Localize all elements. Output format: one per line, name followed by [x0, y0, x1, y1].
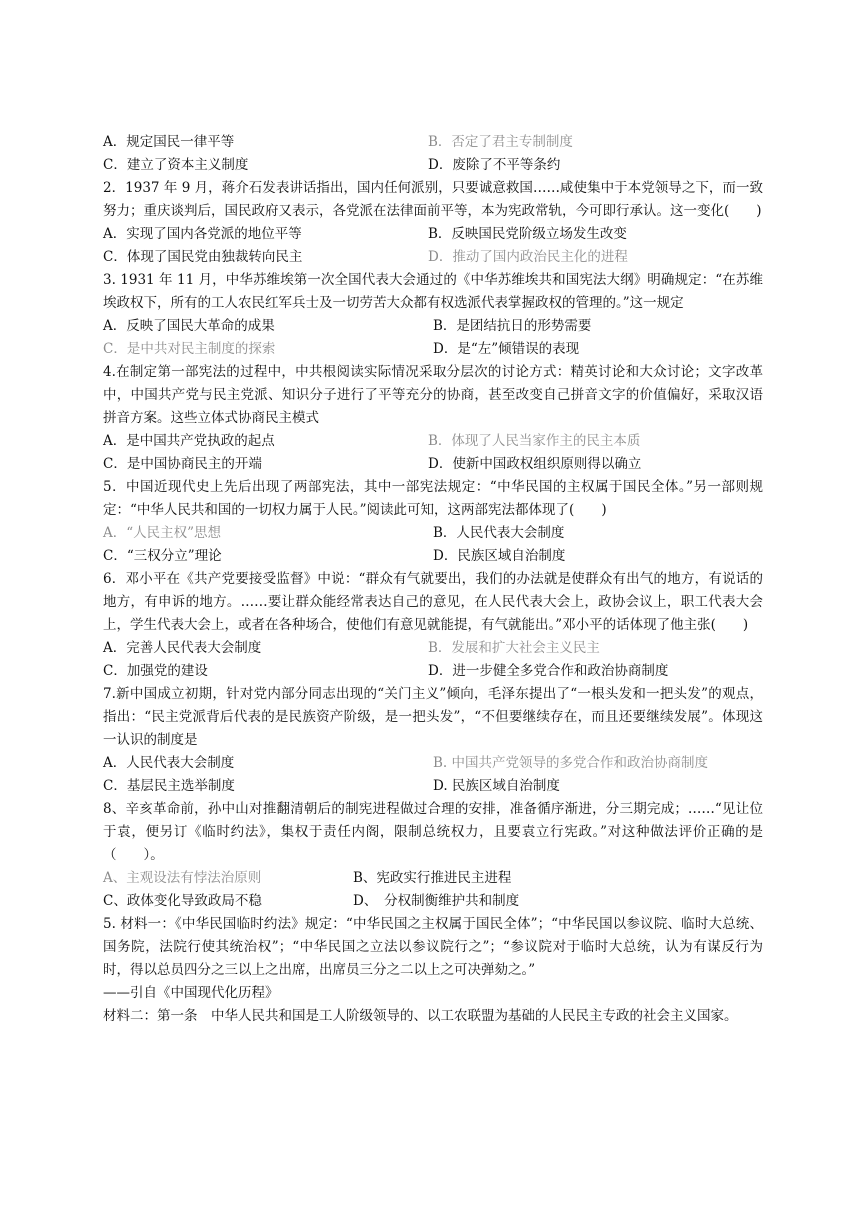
- q3-option-d: D．是“左”倾错误的表现: [433, 341, 580, 357]
- q8-option-b: B、宪政实行推进民主进程: [353, 870, 512, 886]
- q2-option-b: B．反映国民党阶级立场发生改变: [428, 226, 627, 242]
- q4-option-b: B．体现了人民当家作主的民主本质: [428, 433, 641, 449]
- q6-options-row-2: [103, 660, 763, 683]
- exam-page: [103, 131, 763, 1028]
- q6-option-a: A．完善人民代表大会制度: [103, 640, 262, 656]
- q4-option-c: C．是中国协商民主的开端: [103, 456, 262, 472]
- q1-option-a: A．规定国民一律平等: [103, 134, 235, 150]
- q2-option-d: D．推动了国内政治民主化的进程: [428, 249, 628, 265]
- q3-options-row-1: [103, 315, 763, 338]
- material-source: ——引自《中国现代化历程》: [103, 985, 279, 1001]
- q5-option-c: C．“三权分立”理论: [103, 548, 222, 564]
- q6-options-row-1: [103, 637, 763, 660]
- q1-option-c: C．建立了资本主义制度: [103, 157, 249, 173]
- q2-options-row-2: [103, 246, 763, 269]
- q3-options-row-2: [103, 338, 763, 361]
- q3-stem: 3. 1931 年 11 月，中华苏维埃第一次全国代表大会通过的《中华苏维埃共和国宪法大纲》明确规定：“在苏维埃政权下，所有的工人农民红军兵士及一切劳苦大众都有权选派代表掌握政权的管理的。”这一规定: [103, 272, 763, 311]
- q7-option-d: D. 民族区域自治制度: [433, 778, 560, 794]
- q8-option-d: D、 分权制衡维护共和制度: [353, 893, 520, 909]
- q6-option-d: D．进一步健全多党合作和政治协商制度: [428, 663, 669, 679]
- material-two: 材料二：第一条 中华人民共和国是工人阶级领导的、以工农联盟为基础的人民民主专政的社会主义国家。: [103, 1008, 738, 1024]
- q6-option-c: C．加强党的建设: [103, 663, 208, 679]
- q8-stem: 8、辛亥革命前，孙中山对推翻清朝后的制宪进程做过合理的安排，准备循序渐进，分三期完成；……“见让位于袁，便另订《临时约法》，集权于责任内阁，限制总统权力，且要袁立行宪政。”对这种做法评价正确的是（ ）。: [103, 801, 763, 863]
- q8-option-c: C、政体变化导致政局不稳: [103, 893, 262, 909]
- q5-options-row-2: [103, 545, 763, 568]
- q2-options-row-1: [103, 223, 763, 246]
- q5-options-row-1: [103, 522, 763, 545]
- material-one: 5. 材料一：《中华民国临时约法》规定：“中华民国之主权属于国民全体”；“中华民国以参议院、临时大总统、国务院，法院行使其统治权”；“中华民国之立法以参议院行之”；“参议院对于临时大总统，认为有谋反行为时，得以总员四分之三以上之出席，出席员三分之二以上之可决弹劾之。”: [103, 916, 763, 978]
- q5-option-b: B．人民代表大会制度: [433, 525, 565, 541]
- q5-option-d: D．民族区域自治制度: [433, 548, 566, 564]
- q4-options-row-1: [103, 430, 763, 453]
- q8-options-row-1: [103, 867, 763, 890]
- q7-option-a: A．人民代表大会制度: [103, 755, 235, 771]
- q7-options-row-2: [103, 775, 763, 798]
- q3-option-b: B．是团结抗日的形势需要: [433, 318, 592, 334]
- q8-options-row-2: [103, 890, 763, 913]
- q8-option-a: A、主观设法有悖法治原则: [103, 870, 262, 886]
- q1-option-b: B．否定了君主专制制度: [428, 134, 573, 150]
- q4-stem: 4.在制定第一部宪法的过程中，中共根阅读实际情况采取分层次的讨论方式：精英讨论和大众讨论；文字改革中，中国共产党与民主党派、知识分子进行了平等充分的协商，甚至改变自己拼音文字的价值偏好，采取汉语拼音方案。这些立体式协商民主模式: [103, 364, 763, 426]
- q5-stem: 5．中国近现代史上先后出现了两部宪法，其中一部宪法规定：“中华民国的主权属于国民全体。”另一部则规定：“中华人民共和国的一切权力属于人民。”阅读此可知，这两部宪法都体现了( ): [103, 479, 763, 518]
- q6-option-b: B．发展和扩大社会主义民主: [428, 640, 600, 656]
- q7-option-c: C．基层民主选举制度: [103, 778, 235, 794]
- q3-option-a: A．反映了国民大革命的成果: [103, 318, 275, 334]
- q4-option-a: A．是中国共产党执政的起点: [103, 433, 275, 449]
- q5-option-a: A．“人民主权”思想: [103, 525, 222, 541]
- q1-options-row-2: [103, 154, 763, 177]
- q7-options-row-1: [103, 752, 763, 775]
- q2-stem: 2．1937 年 9 月，蒋介石发表讲话指出，国内任何派别，只要诚意救国……咸使集中于本党领导之下，而一致努力；重庆谈判后，国民政府又表示，各党派在法律面前平等，本为宪政常轨，今可即行承认。这一变化( ): [103, 180, 763, 219]
- q1-option-d: D．废除了不平等条约: [428, 157, 561, 173]
- q7-stem: 7.新中国成立初期，针对党内部分同志出现的“关门主义”倾向，毛泽东提出了“一根头发和一把头发”的观点，指出：“民主党派背后代表的是民族资产阶级，是一把头发”，“不但要继续存在，而且还要继续发展”。体现这一认识的制度是: [103, 686, 763, 748]
- q4-option-d: D．使新中国政权组织原则得以确立: [428, 456, 642, 472]
- q1-options-row-1: [103, 131, 763, 154]
- q2-option-a: A．实现了国内各党派的地位平等: [103, 226, 302, 242]
- q6-stem: 6．邓小平在《共产党要接受监督》中说：“群众有气就要出，我们的办法就是使群众有出气的地方，有说话的地方，有申诉的地方。……要让群众能经常表达自己的意见，在人民代表大会上，政协会议上，职工代表大会上，学生代表大会上，或者在各种场合，使他们有意见就能提，有气就能出。”邓小平的话体现了他主张( ): [103, 571, 763, 633]
- q4-options-row-2: [103, 453, 763, 476]
- q7-option-b: B. 中国共产党领导的多党合作和政治协商制度: [433, 755, 709, 771]
- q3-option-c: C．是中共对民主制度的探索: [103, 341, 276, 357]
- q2-option-c: C．体现了国民党由独裁转向民主: [103, 249, 303, 265]
